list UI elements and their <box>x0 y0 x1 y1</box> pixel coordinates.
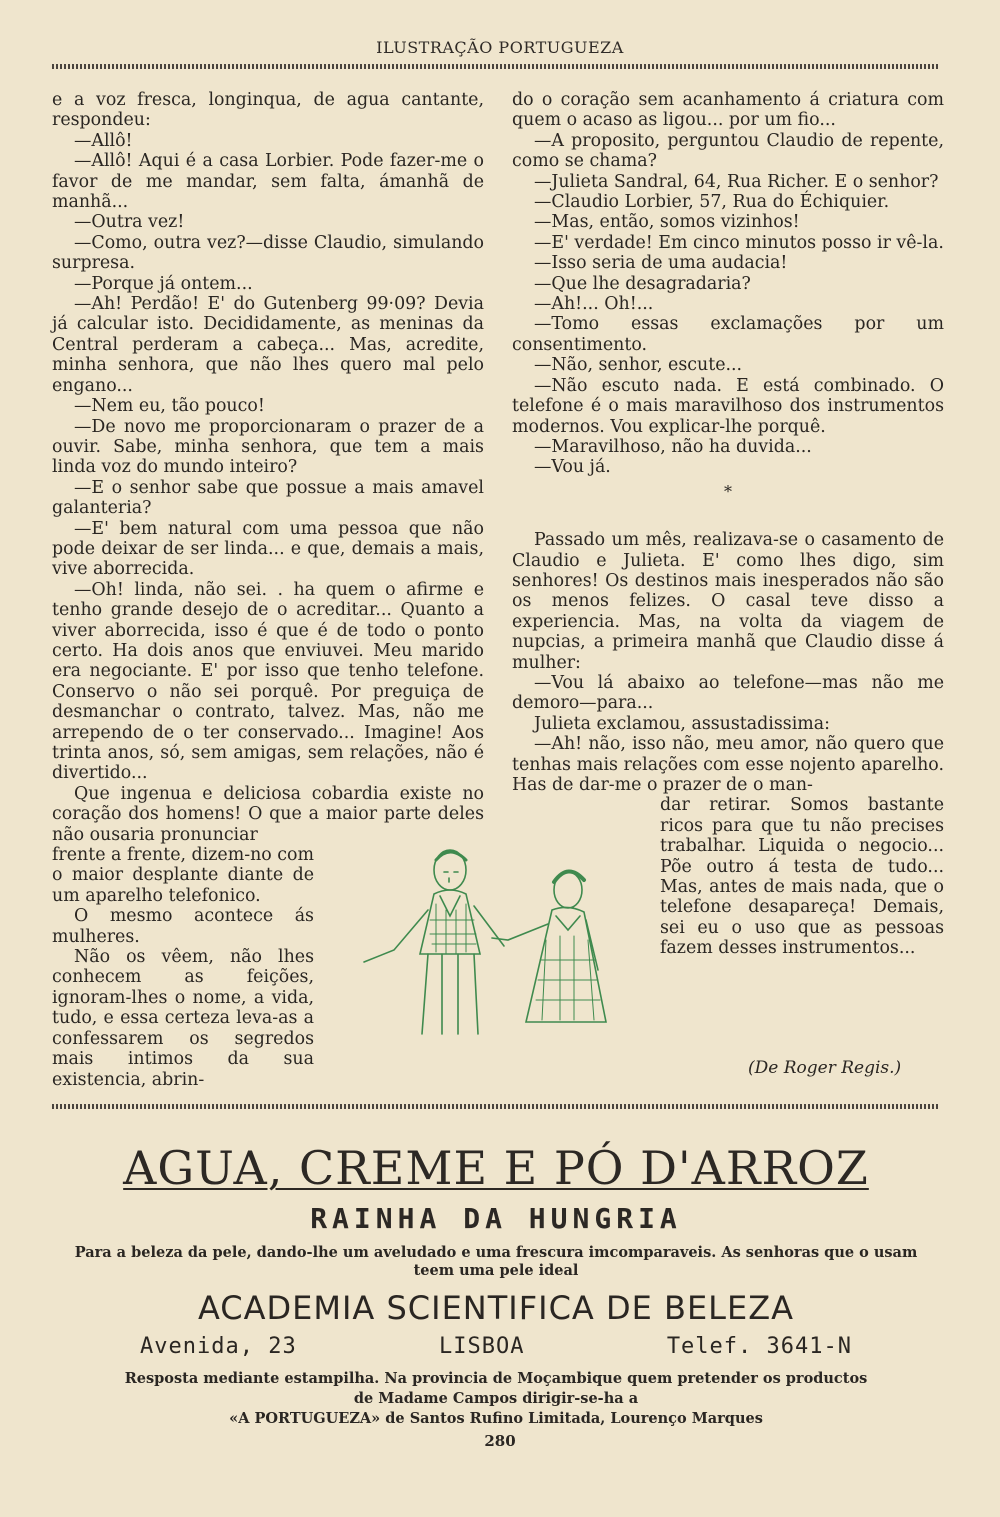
paragraph: —Allô! Aqui é a casa Lorbier. Pode fazer-me o favor de me mandar, sem falta, ámanhã de manhã... <box>52 151 484 213</box>
paragraph: —Oh! linda, não sei. . ha quem o afirme e tenho grande desejo de o acreditar... Quanto a viver aborrecida, isso é que é de todo o ponto certo. Ha dois anos que enviuvei. Meu marido era negociante. E' por isso que tenho telefone. Conservo o não sei porquê. Por preguiça de desmanchar o contrato, talvez. Mas, não me arrependo de o ter conservado... Imagine! Aos trinta anos, só, sem amigas, sem relações, não é divertido... <box>52 579 484 784</box>
ad-street: Avenida, 23 <box>140 1334 297 1359</box>
paragraph: —Outra vez! <box>74 212 185 233</box>
running-title: ILUSTRAÇÃO PORTUGUEZA <box>376 38 624 57</box>
paragraph: Que ingenua e deliciosa cobardia existe no coração dos homens! O que a maior parte deles não ousaria pronunciar <box>52 783 484 845</box>
ad-phone: Telef. 3641-N <box>666 1334 852 1359</box>
paragraph: —Maravilhoso, não ha duvida... <box>534 436 812 457</box>
paragraph: Passado um mês, realizava-se o casamento de Claudio e Julieta. E' como lhes digo, sim senhores! Os destinos mais inesperados não são os menos felizes. O casal teve disso a experiencia. Mas, na volta da viagem de nupcias, a primeira manhã que Claudio disse á mulher: <box>512 530 944 673</box>
advertisement <box>52 1140 940 1429</box>
paragraph: —A proposito, perguntou Claudio de repente, como se chama? <box>512 130 944 172</box>
page-number: 280 <box>484 1432 516 1450</box>
paragraph: frente a frente, dizem-no com o maior desplante diante de um aparelho telefonico. <box>52 845 314 906</box>
paragraph: —Não escuto nada. E está combinado. O telefone é o mais maravilhoso dos instrumentos modernos. Vou explicar-lhe porquê. <box>512 375 944 437</box>
section-rule <box>52 1104 940 1109</box>
paragraph: —Como, outra vez?—disse Claudio, simulando surpresa. <box>52 232 484 274</box>
ad-description: Para a beleza da pele, dando-lhe um aveludado e uma frescura imcomparaveis. As senhoras que o usam teem uma pele ideal <box>74 1244 918 1279</box>
paragraph: Julieta exclamou, assustadissima: <box>534 713 830 734</box>
ad-notice-line: Resposta mediante estampilha. Na provincia de Moçambique quem pretender os productos <box>124 1370 868 1387</box>
ad-academy-name: ACADEMIA SCIENTIFICA DE BELEZA <box>197 1289 795 1327</box>
paragraph: —Mas, então, somos vizinhos! <box>534 212 800 233</box>
paragraph: —Ah!... Oh!... <box>534 294 654 315</box>
paragraph: dar retirar. Somos bastante ricos para que tu não precises trabalhar. Liquida o negocio... Põe outro á testa de tudo... Mas, antes de mais nada, que o telefone desapareça! Demais, sei eu o uso que as pessoas fazem desses instrumentos... <box>660 795 944 959</box>
ad-address-line <box>52 1334 940 1359</box>
paragraph: Não os vêem, não lhes conhecem as feições, ignoram-lhes o nome, a vida, tudo, e essa certeza leva-as a confessarem os segredos mais intimos da sua existencia, abrin- <box>52 947 314 1090</box>
paragraph: do o coração sem acanhamento á criatura com quem o acaso as ligou... por um fio... <box>512 90 944 131</box>
paragraph: —E' verdade! Em cinco minutos posso ir vê-la. <box>534 232 944 253</box>
paragraph: e a voz fresca, longinqua, de agua cantante, respondeu: <box>52 90 484 131</box>
paragraph: —Claudio Lorbier, 57, Rua do Échiquier. <box>534 192 890 213</box>
paragraph: —Isso seria de uma audacia! <box>534 253 788 274</box>
man-and-woman-illustration <box>350 840 655 1040</box>
paragraph: —Porque já ontem... <box>74 273 253 294</box>
right-column <box>512 90 944 959</box>
ad-subtitle: RAINHA DA HUNGRIA <box>310 1202 682 1235</box>
author-signature: (De Roger Regis.) <box>748 1058 902 1078</box>
ad-title: AGUA, CREME E PÓ D'ARROZ <box>123 1141 869 1195</box>
section-separator: * <box>724 481 732 501</box>
ad-notice-line: «A PORTUGUEZA» de Santos Rufino Limitada, Lourenço Marques <box>229 1410 763 1427</box>
paragraph: O mesmo acontece ás mulheres. <box>52 906 314 947</box>
paragraph: —E o senhor sabe que possue a mais amavel galanteria? <box>52 477 484 519</box>
paragraph: —Allô! <box>74 130 133 151</box>
paragraph: —Não, senhor, escute... <box>534 355 743 376</box>
paragraph: —Vou já. <box>534 457 611 478</box>
top-rule <box>52 64 940 69</box>
ad-city: LISBOA <box>439 1334 525 1359</box>
paragraph: —De novo me proporcionaram o prazer de a ouvir. Sabe, minha senhora, que tem a mais linda voz do mundo inteiro? <box>52 416 484 478</box>
paragraph: —Nem eu, tão pouco! <box>74 396 265 417</box>
paragraph: —Ah! Perdão! E' do Gutenberg 99·09? Devia já calcular isto. Decididamente, as meninas da Central perderam a cabeça... Mas, acredite, minha senhora, que não lhes quero mal pelo engano... <box>52 294 484 396</box>
paragraph: —Tomo essas exclamações por um consentimento. <box>512 314 944 355</box>
paragraph: —E' bem natural com uma pessoa que não pode deixar de ser linda... e que, demais a mais, vive aborrecida. <box>52 518 484 580</box>
paragraph: —Que lhe desagradaria? <box>534 273 751 294</box>
ad-notice <box>52 1369 940 1429</box>
ad-notice-line: de Madame Campos dirigir-se-ha a <box>353 1390 639 1407</box>
paragraph: —Ah! não, isso não, meu amor, não quero que tenhas mais relações com esse nojento aparelho. Has de dar-me o prazer de o man- <box>512 734 944 795</box>
paragraph: —Julieta Sandral, 64, Rua Richer. E o senhor? <box>534 171 939 192</box>
paragraph: —Vou lá abaixo ao telefone—mas não me demoro—para... <box>512 672 944 714</box>
